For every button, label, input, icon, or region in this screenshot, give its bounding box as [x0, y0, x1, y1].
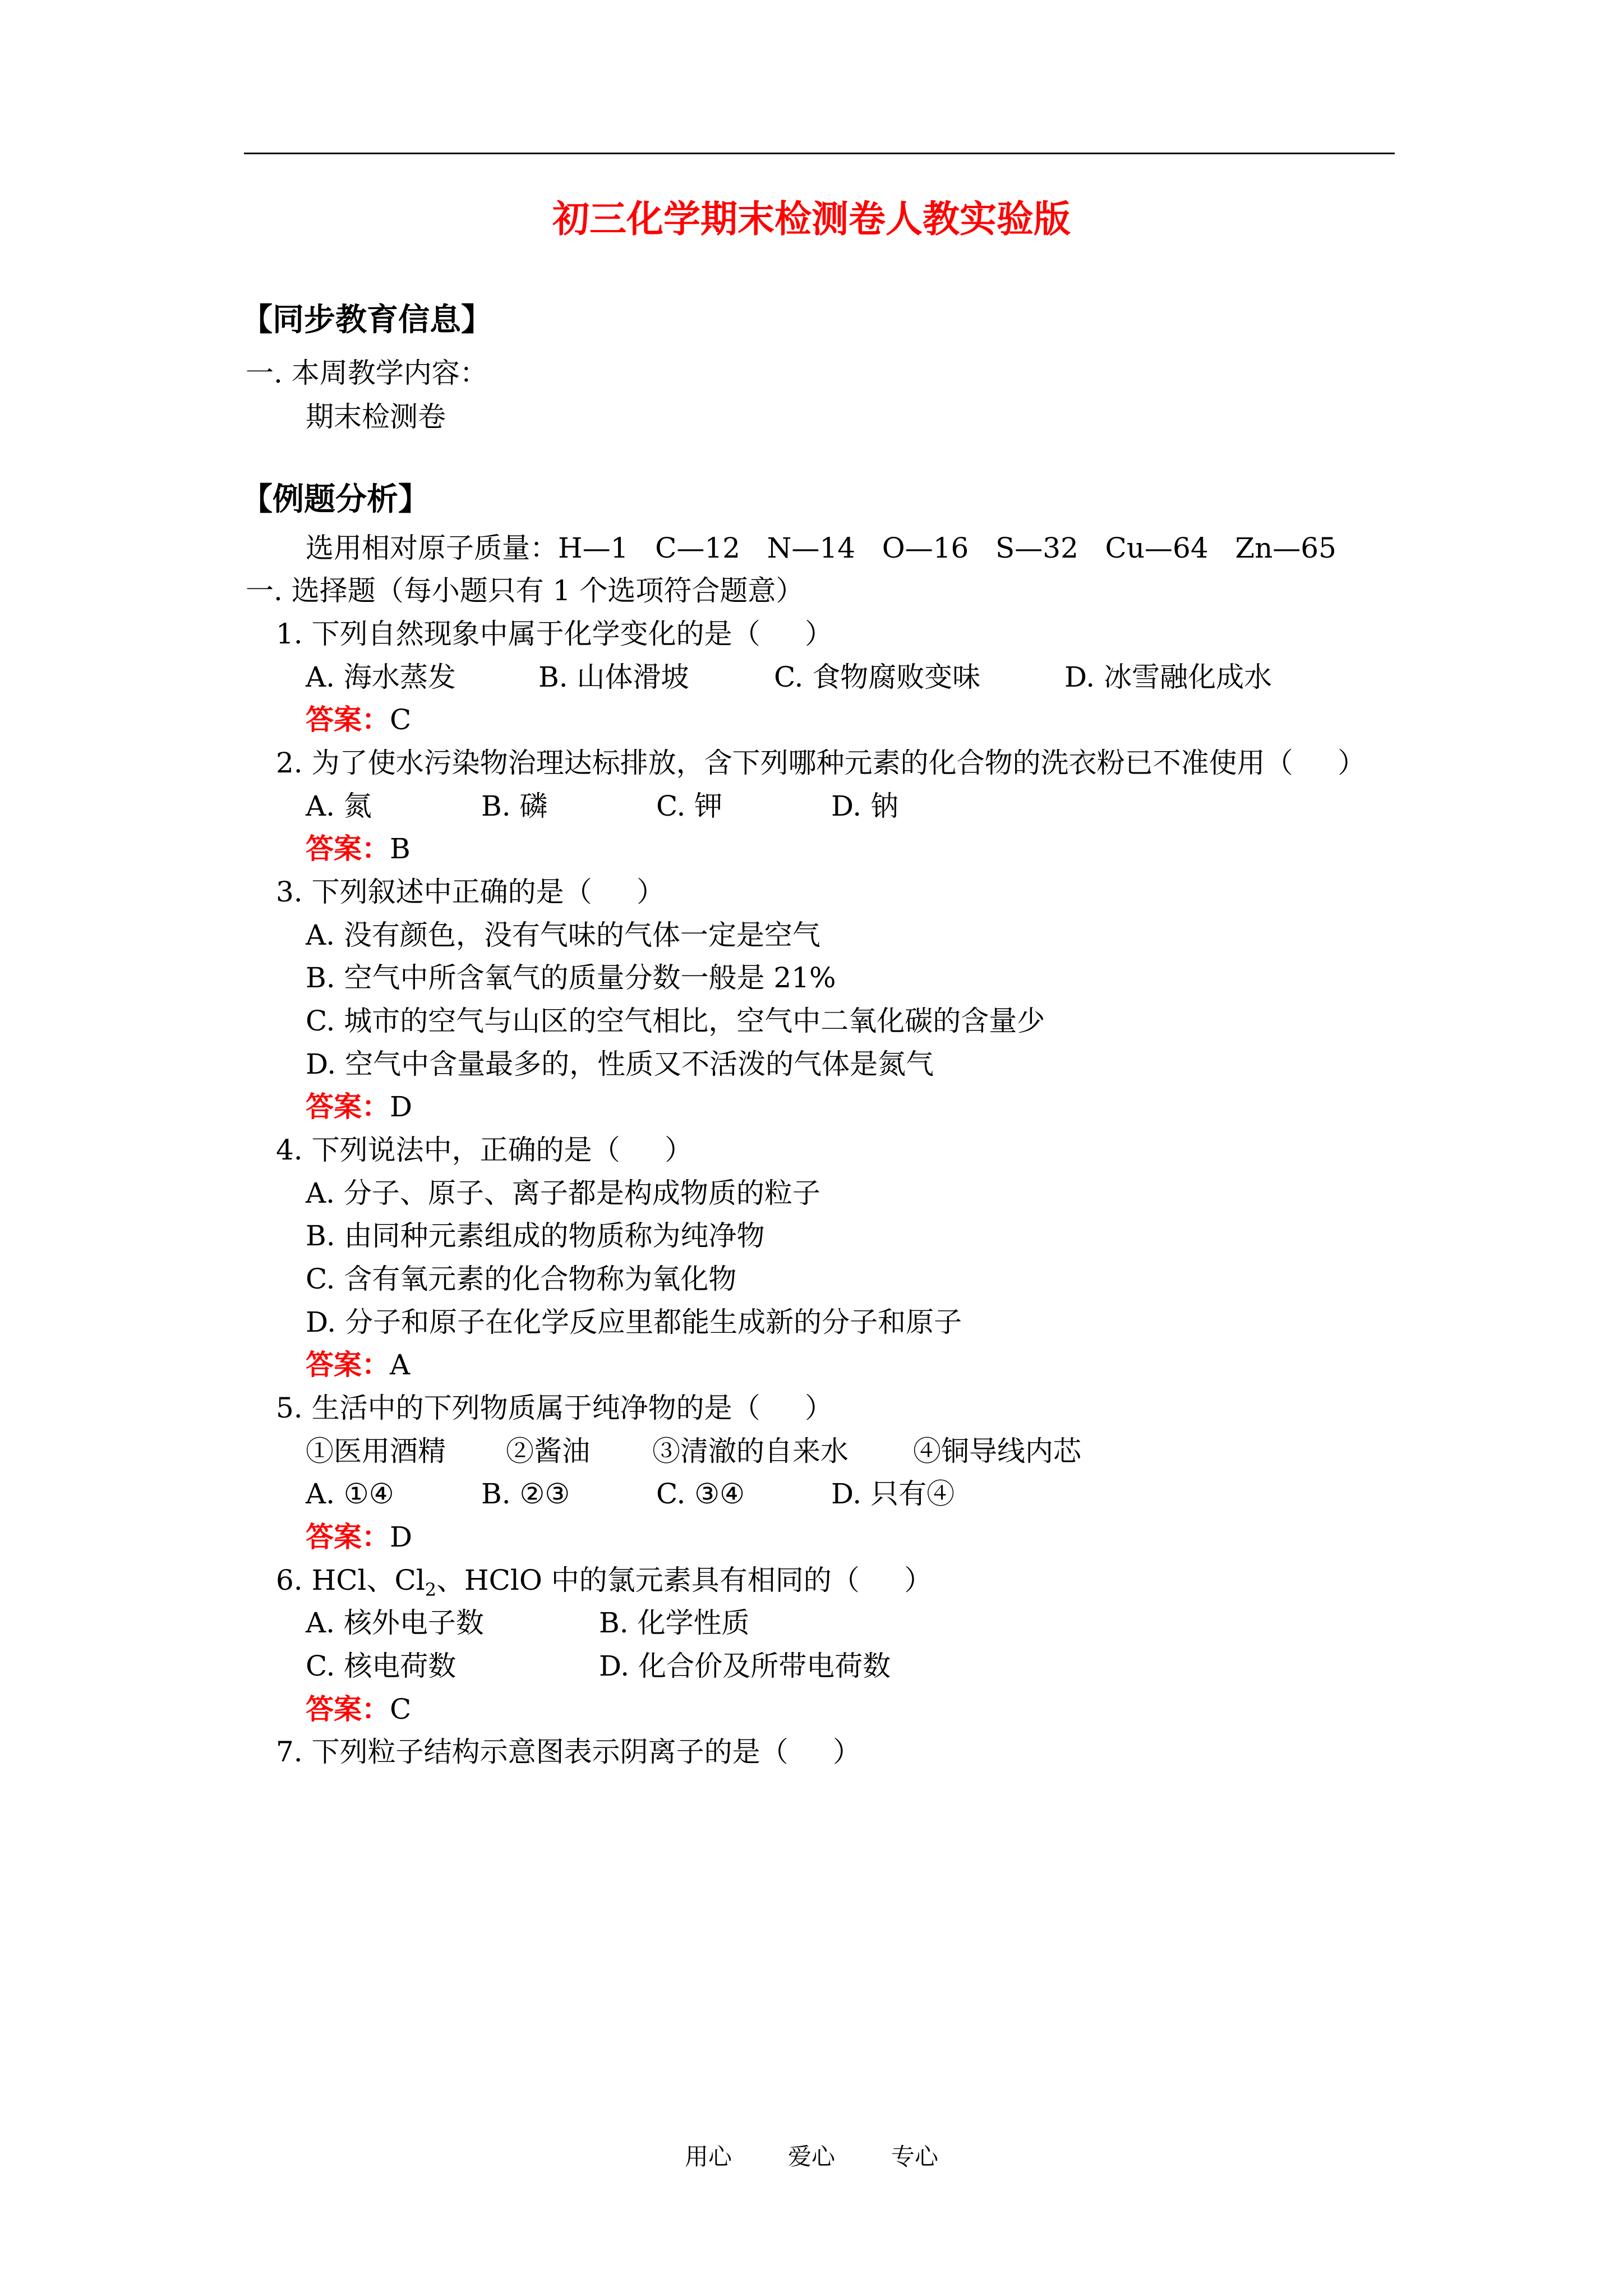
answer-label: 答案： — [306, 1692, 390, 1726]
question-6-stem — [276, 1561, 932, 1600]
answer-label: 答案： — [306, 832, 390, 865]
question-3-option-b: B. 空气中所含氧气的质量分数一般是 21% — [306, 961, 836, 994]
header-rule — [244, 153, 1395, 154]
question-6-stem-prefix: 6. HCl、Cl — [276, 1564, 425, 1596]
question-1-answer — [306, 700, 411, 739]
question-1-option-b: B. 山体滑坡 — [538, 661, 689, 693]
question-6-answer — [306, 1690, 411, 1729]
question-2-stem: 2. 为了使水污染物治理达标排放，含下列哪种元素的化合物的洗衣粉已不准使用（ ） — [276, 747, 1366, 779]
question-5-item-4: ④铜导线内芯 — [913, 1435, 1081, 1467]
section-heading-examples: 【例题分析】 — [241, 481, 430, 518]
answer-label: 答案： — [306, 1090, 390, 1123]
question-7-stem: 7. 下列粒子结构示意图表示阴离子的是（ ） — [276, 1736, 861, 1768]
question-4-stem: 4. 下列说法中，正确的是（ ） — [276, 1134, 693, 1166]
question-5-option-c: C. ③④ — [656, 1478, 745, 1510]
question-4-answer — [306, 1345, 410, 1384]
answer-value: C — [390, 1693, 412, 1726]
question-6-stem-subscript: 2 — [425, 1579, 437, 1600]
atomic-mass-line: 选用相对原子质量：H—1 C—12 N—14 O—16 S—32 Cu—64 Zn—65 — [306, 532, 1336, 564]
question-5-item-2: ②酱油 — [506, 1435, 590, 1467]
question-3-answer — [306, 1087, 412, 1126]
question-4-option-c: C. 含有氧元素的化合物称为氧化物 — [306, 1263, 737, 1295]
question-5-answer — [306, 1517, 412, 1557]
question-2-option-b: B. 磷 — [481, 790, 548, 822]
answer-label: 答案： — [306, 703, 390, 736]
question-5-item-3: ③清澈的自来水 — [652, 1435, 849, 1467]
question-2-option-a: A. 氮 — [306, 790, 372, 822]
question-3-stem: 3. 下列叙述中正确的是（ ） — [276, 876, 665, 908]
answer-label: 答案： — [306, 1520, 390, 1553]
question-6-option-b: B. 化学性质 — [599, 1607, 750, 1639]
question-5-option-b: B. ②③ — [481, 1478, 570, 1510]
question-5-item-1: ①医用酒精 — [306, 1435, 446, 1467]
answer-value: B — [390, 832, 411, 865]
part-label: 一. 选择题（每小题只有 1 个选项符合题意） — [246, 574, 804, 607]
question-1-option-a: A. 海水蒸发 — [306, 661, 456, 693]
sync-item-value: 期末检测卷 — [306, 401, 446, 433]
question-6-stem-suffix: 、HClO 中的氯元素具有相同的（ ） — [436, 1564, 933, 1596]
question-3-option-a: A. 没有颜色，没有气味的气体一定是空气 — [306, 919, 820, 951]
question-1-option-d: D. 冰雪融化成水 — [1064, 661, 1272, 693]
question-6-option-a: A. 核外电子数 — [306, 1607, 484, 1639]
section-heading-sync: 【同步教育信息】 — [241, 301, 492, 338]
question-3-option-d: D. 空气中含量最多的，性质又不活泼的气体是氮气 — [306, 1048, 934, 1080]
question-3-option-c: C. 城市的空气与山区的空气相比，空气中二氧化碳的含量少 — [306, 1005, 1045, 1037]
question-2-answer — [306, 829, 411, 868]
question-4-option-d: D. 分子和原子在化学反应里都能生成新的分子和原子 — [306, 1306, 962, 1338]
question-6-option-c: C. 核电荷数 — [306, 1650, 457, 1682]
sync-item-label: 一. 本周教学内容： — [246, 357, 488, 389]
question-2-option-d: D. 钠 — [831, 790, 899, 822]
answer-value: D — [390, 1521, 413, 1553]
question-2-option-c: C. 钾 — [656, 790, 723, 822]
page-footer: 用心 爱心 专心 — [684, 2143, 939, 2170]
answer-label: 答案： — [306, 1348, 390, 1381]
answer-value: C — [390, 703, 412, 736]
question-5-option-a: A. ①④ — [306, 1478, 394, 1510]
question-5-option-d: D. 只有④ — [831, 1478, 955, 1510]
question-4-option-b: B. 由同种元素组成的物质称为纯净物 — [306, 1220, 765, 1252]
answer-value: D — [390, 1091, 413, 1123]
answer-value: A — [390, 1349, 411, 1381]
question-4-option-a: A. 分子、原子、离子都是构成物质的粒子 — [306, 1177, 820, 1209]
question-6-option-d: D. 化合价及所带电荷数 — [599, 1650, 891, 1682]
question-5-stem: 5. 生活中的下列物质属于纯净物的是（ ） — [276, 1392, 833, 1424]
page-title: 初三化学期末检测卷人教实验版 — [552, 197, 1071, 241]
question-1-option-c: C. 食物腐败变味 — [774, 661, 981, 693]
question-1-stem: 1. 下列自然现象中属于化学变化的是（ ） — [276, 618, 833, 650]
